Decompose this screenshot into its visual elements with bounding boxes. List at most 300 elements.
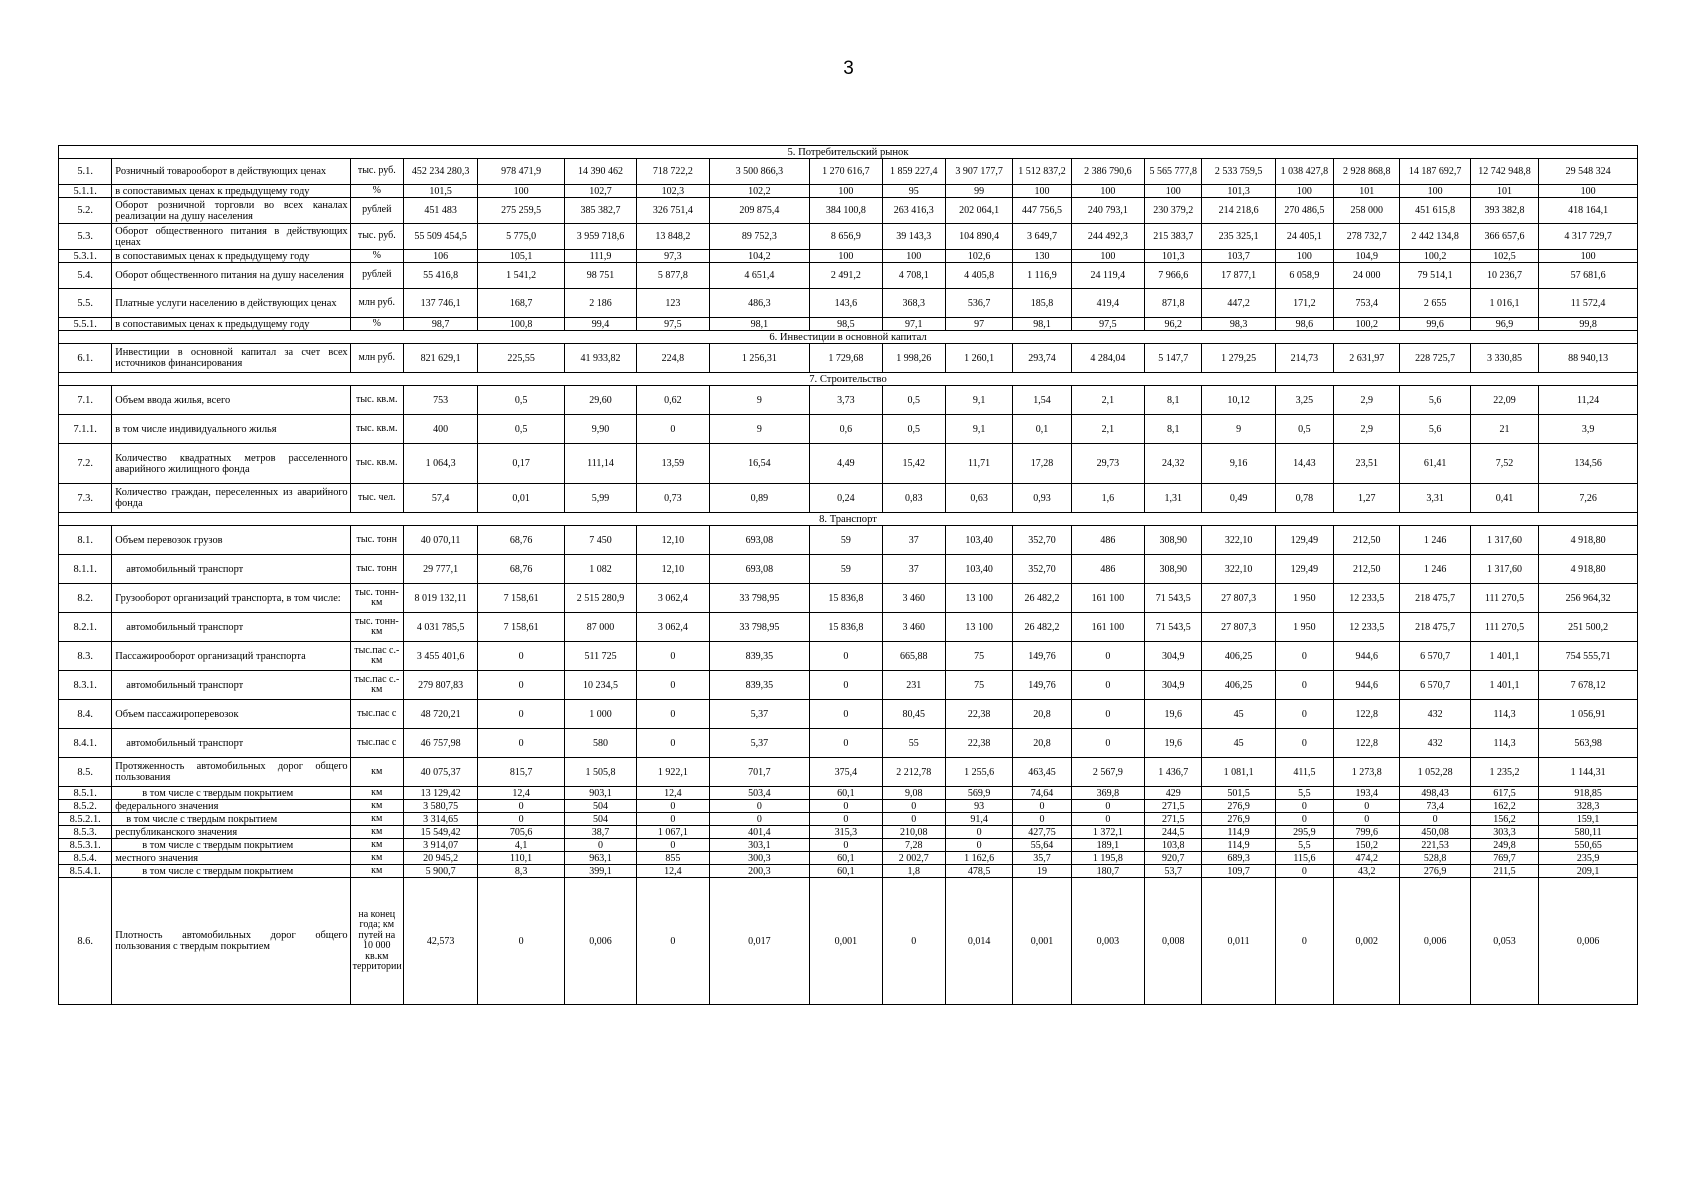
value-cell: 21 [1470, 415, 1538, 444]
row-name: автомобильный транспорт [112, 555, 350, 584]
value-cell: 0 [1275, 878, 1333, 1005]
value-cell: 918,85 [1539, 787, 1638, 800]
value-cell: 12 233,5 [1334, 613, 1400, 642]
value-cell: 0 [1334, 813, 1400, 826]
value-cell: 29 777,1 [403, 555, 477, 584]
row-unit: км [350, 865, 403, 878]
value-cell: 0 [1275, 865, 1333, 878]
value-cell: 4 405,8 [945, 263, 1012, 289]
value-cell: 235 325,1 [1202, 224, 1275, 250]
value-cell: 162,2 [1470, 800, 1538, 813]
row-unit: км [350, 839, 403, 852]
value-cell: 100 [1013, 185, 1071, 198]
value-cell: 0 [1275, 813, 1333, 826]
value-cell: 304,9 [1145, 642, 1202, 671]
value-cell: 214 218,6 [1202, 198, 1275, 224]
value-cell: 111,9 [564, 250, 636, 263]
value-cell: 0 [882, 800, 945, 813]
value-cell: 978 471,9 [478, 159, 564, 185]
value-cell: 111 270,5 [1470, 613, 1538, 642]
value-cell: 29,73 [1071, 444, 1144, 484]
value-cell: 156,2 [1470, 813, 1538, 826]
value-cell: 104,9 [1334, 250, 1400, 263]
value-cell: 0 [637, 671, 709, 700]
section-title: 5. Потребительский рынок [59, 146, 1638, 159]
value-cell: 114,3 [1470, 700, 1538, 729]
row-name: в том числе с твердым покрытием [112, 813, 350, 826]
value-cell: 13 100 [945, 584, 1012, 613]
value-cell: 20,8 [1013, 700, 1071, 729]
value-cell: 95 [882, 185, 945, 198]
value-cell: 0,93 [1013, 484, 1071, 513]
value-cell: 1 401,1 [1470, 642, 1538, 671]
value-cell: 100 [1539, 250, 1638, 263]
value-cell: 102,7 [564, 185, 636, 198]
value-cell: 2,9 [1334, 415, 1400, 444]
value-cell: 5,99 [564, 484, 636, 513]
value-cell: 550,65 [1539, 839, 1638, 852]
section-header [59, 373, 1638, 386]
value-cell: 202 064,1 [945, 198, 1012, 224]
value-cell: 19,6 [1145, 700, 1202, 729]
value-cell: 99 [945, 185, 1012, 198]
table-row [59, 555, 1638, 584]
row-unit: млн руб. [350, 344, 403, 373]
value-cell: 27 807,3 [1202, 584, 1275, 613]
value-cell: 12,10 [637, 526, 709, 555]
row-unit: км [350, 758, 403, 787]
value-cell: 35,7 [1013, 852, 1071, 865]
table-row [59, 852, 1638, 865]
value-cell: 3 907 177,7 [945, 159, 1012, 185]
value-cell: 0,017 [709, 878, 810, 1005]
row-unit: тыс. тонн-км [350, 613, 403, 642]
value-cell: 4,1 [478, 839, 564, 852]
value-cell: 504 [564, 813, 636, 826]
value-cell: 3 062,4 [637, 613, 709, 642]
value-cell: 474,2 [1334, 852, 1400, 865]
value-cell: 68,76 [478, 526, 564, 555]
value-cell: 55 [882, 729, 945, 758]
value-cell: 528,8 [1400, 852, 1470, 865]
value-cell: 0 [945, 839, 1012, 852]
value-cell: 1 144,31 [1539, 758, 1638, 787]
row-name: в сопоставимых ценах к предыдущему году [112, 318, 350, 331]
table-row [59, 865, 1638, 878]
value-cell: 101,3 [1202, 185, 1275, 198]
value-cell: 55 416,8 [403, 263, 477, 289]
value-cell: 2,1 [1071, 386, 1144, 415]
value-cell: 0 [1400, 813, 1470, 826]
value-cell: 130 [1013, 250, 1071, 263]
value-cell: 693,08 [709, 526, 810, 555]
value-cell: 0 [810, 813, 882, 826]
value-cell: 29,60 [564, 386, 636, 415]
value-cell: 0,41 [1470, 484, 1538, 513]
row-unit: тыс.пас с [350, 700, 403, 729]
value-cell: 161 100 [1071, 584, 1144, 613]
value-cell: 37 [882, 526, 945, 555]
value-cell: 39 143,3 [882, 224, 945, 250]
value-cell: 753 [403, 386, 477, 415]
row-code: 6.1. [59, 344, 112, 373]
value-cell: 79 514,1 [1400, 263, 1470, 289]
value-cell: 1 067,1 [637, 826, 709, 839]
value-cell: 97 [945, 318, 1012, 331]
value-cell: 2 442 134,8 [1400, 224, 1470, 250]
value-cell: 393 382,8 [1470, 198, 1538, 224]
value-cell: 718 722,2 [637, 159, 709, 185]
value-cell: 0,5 [1275, 415, 1333, 444]
row-code: 5.2. [59, 198, 112, 224]
value-cell: 102,3 [637, 185, 709, 198]
value-cell: 0 [882, 813, 945, 826]
value-cell: 100 [882, 250, 945, 263]
value-cell: 0 [1013, 800, 1071, 813]
value-cell: 29 548 324 [1539, 159, 1638, 185]
value-cell: 0 [709, 813, 810, 826]
value-cell: 7,52 [1470, 444, 1538, 484]
value-cell: 0,5 [882, 415, 945, 444]
value-cell: 0 [945, 826, 1012, 839]
row-unit: млн руб. [350, 289, 403, 318]
value-cell: 104,2 [709, 250, 810, 263]
value-cell: 12 742 948,8 [1470, 159, 1538, 185]
value-cell: 13 129,42 [403, 787, 477, 800]
value-cell: 3 649,7 [1013, 224, 1071, 250]
row-code: 7.1. [59, 386, 112, 415]
value-cell: 168,7 [478, 289, 564, 318]
value-cell: 159,1 [1539, 813, 1638, 826]
row-name: Протяженность автомобильных дорог общего пользования [112, 758, 350, 787]
value-cell: 106 [403, 250, 477, 263]
value-cell: 209 875,4 [709, 198, 810, 224]
value-cell: 53,7 [1145, 865, 1202, 878]
value-cell: 400 [403, 415, 477, 444]
section-title: 8. Транспорт [59, 513, 1638, 526]
value-cell: 103,8 [1145, 839, 1202, 852]
table-row [59, 787, 1638, 800]
value-cell: 0,001 [810, 878, 882, 1005]
row-unit: тыс. тонн-км [350, 584, 403, 613]
value-cell: 2 386 790,6 [1071, 159, 1144, 185]
value-cell: 16,54 [709, 444, 810, 484]
value-cell: 8 656,9 [810, 224, 882, 250]
value-cell: 1 270 616,7 [810, 159, 882, 185]
value-cell: 3 460 [882, 613, 945, 642]
value-cell: 17 877,1 [1202, 263, 1275, 289]
value-cell: 180,7 [1071, 865, 1144, 878]
value-cell: 101,5 [403, 185, 477, 198]
value-cell: 185,8 [1013, 289, 1071, 318]
value-cell: 111,14 [564, 444, 636, 484]
value-cell: 7 678,12 [1539, 671, 1638, 700]
row-code: 8.2. [59, 584, 112, 613]
table-row [59, 700, 1638, 729]
table-row [59, 198, 1638, 224]
value-cell: 9,08 [882, 787, 945, 800]
value-cell: 451 615,8 [1400, 198, 1470, 224]
value-cell: 0 [637, 878, 709, 1005]
value-cell: 5,5 [1275, 839, 1333, 852]
value-cell: 1 052,28 [1400, 758, 1470, 787]
value-cell: 97,5 [1071, 318, 1144, 331]
value-cell: 17,28 [1013, 444, 1071, 484]
value-cell: 209,1 [1539, 865, 1638, 878]
row-unit: тыс.пас с.-км [350, 671, 403, 700]
value-cell: 411,5 [1275, 758, 1333, 787]
value-cell: 855 [637, 852, 709, 865]
value-cell: 2,1 [1071, 415, 1144, 444]
value-cell: 1 056,91 [1539, 700, 1638, 729]
value-cell: 57 681,6 [1539, 263, 1638, 289]
value-cell: 5 900,7 [403, 865, 477, 878]
row-name: Объем перевозок грузов [112, 526, 350, 555]
value-cell: 218 475,7 [1400, 613, 1470, 642]
value-cell: 100 [1275, 250, 1333, 263]
value-cell: 73,4 [1400, 800, 1470, 813]
value-cell: 0 [637, 813, 709, 826]
value-cell: 22,38 [945, 700, 1012, 729]
value-cell: 501,5 [1202, 787, 1275, 800]
row-name: Оборот розничной торговли во всех каналах реализации на душу населения [112, 198, 350, 224]
row-code: 8.3. [59, 642, 112, 671]
row-code: 8.6. [59, 878, 112, 1005]
value-cell: 99,8 [1539, 318, 1638, 331]
value-cell: 24,32 [1145, 444, 1202, 484]
section-title: 7. Строительство [59, 373, 1638, 386]
section-header [59, 146, 1638, 159]
value-cell: 101 [1334, 185, 1400, 198]
value-cell: 102,2 [709, 185, 810, 198]
row-name: Оборот общественного питания на душу населения [112, 263, 350, 289]
value-cell: 821 629,1 [403, 344, 477, 373]
value-cell: 2 567,9 [1071, 758, 1144, 787]
value-cell: 171,2 [1275, 289, 1333, 318]
value-cell: 4 918,80 [1539, 526, 1638, 555]
value-cell: 3,9 [1539, 415, 1638, 444]
value-cell: 384 100,8 [810, 198, 882, 224]
value-cell: 189,1 [1071, 839, 1144, 852]
value-cell: 40 070,11 [403, 526, 477, 555]
value-cell: 2 186 [564, 289, 636, 318]
section-title: 6. Инвестиции в основной капитал [59, 331, 1638, 344]
value-cell: 228 725,7 [1400, 344, 1470, 373]
row-name: в том числе с твердым покрытием [112, 839, 350, 852]
value-cell: 74,64 [1013, 787, 1071, 800]
value-cell: 2 655 [1400, 289, 1470, 318]
row-name: автомобильный транспорт [112, 671, 350, 700]
value-cell: 0,006 [1539, 878, 1638, 1005]
value-cell: 0,62 [637, 386, 709, 415]
row-name: Инвестиции в основной капитал за счет всех источников финансирования [112, 344, 350, 373]
row-unit: тыс. тонн [350, 526, 403, 555]
value-cell: 149,76 [1013, 642, 1071, 671]
value-cell: 115,6 [1275, 852, 1333, 865]
value-cell: 0 [810, 700, 882, 729]
value-cell: 1 162,6 [945, 852, 1012, 865]
value-cell: 0 [478, 729, 564, 758]
value-cell: 0 [810, 800, 882, 813]
value-cell: 96,9 [1470, 318, 1538, 331]
value-cell: 11 572,4 [1539, 289, 1638, 318]
value-cell: 0 [810, 671, 882, 700]
value-cell: 0,24 [810, 484, 882, 513]
value-cell: 9 [709, 386, 810, 415]
value-cell: 55 509 454,5 [403, 224, 477, 250]
value-cell: 19,6 [1145, 729, 1202, 758]
value-cell: 1,8 [882, 865, 945, 878]
value-cell: 1 922,1 [637, 758, 709, 787]
value-cell: 769,7 [1470, 852, 1538, 865]
value-cell: 4 284,04 [1071, 344, 1144, 373]
value-cell: 9,1 [945, 415, 1012, 444]
value-cell: 97,5 [637, 318, 709, 331]
value-cell: 100 [478, 185, 564, 198]
value-cell: 87 000 [564, 613, 636, 642]
value-cell: 26 482,2 [1013, 613, 1071, 642]
row-code: 8.1. [59, 526, 112, 555]
value-cell: 225,55 [478, 344, 564, 373]
value-cell: 13 100 [945, 613, 1012, 642]
value-cell: 815,7 [478, 758, 564, 787]
value-cell: 0 [637, 729, 709, 758]
value-cell: 15 836,8 [810, 584, 882, 613]
value-cell: 263 416,3 [882, 198, 945, 224]
value-cell: 231 [882, 671, 945, 700]
row-code: 5.4. [59, 263, 112, 289]
value-cell: 0 [709, 800, 810, 813]
value-cell: 1,6 [1071, 484, 1144, 513]
value-cell: 22,09 [1470, 386, 1538, 415]
value-cell: 0 [1275, 800, 1333, 813]
row-code: 5.5.1. [59, 318, 112, 331]
value-cell: 326 751,4 [637, 198, 709, 224]
value-cell: 102,6 [945, 250, 1012, 263]
value-cell: 504 [564, 800, 636, 813]
value-cell: 536,7 [945, 289, 1012, 318]
value-cell: 352,70 [1013, 526, 1071, 555]
row-name: в том числе с твердым покрытием [112, 787, 350, 800]
value-cell: 71 543,5 [1145, 613, 1202, 642]
value-cell: 1 038 427,8 [1275, 159, 1333, 185]
table-row [59, 729, 1638, 758]
value-cell: 1 372,1 [1071, 826, 1144, 839]
value-cell: 0 [1071, 671, 1144, 700]
value-cell: 214,73 [1275, 344, 1333, 373]
value-cell: 114,9 [1202, 839, 1275, 852]
value-cell: 839,35 [709, 642, 810, 671]
value-cell: 211,5 [1470, 865, 1538, 878]
value-cell: 210,08 [882, 826, 945, 839]
value-cell: 1 116,9 [1013, 263, 1071, 289]
value-cell: 275 259,5 [478, 198, 564, 224]
value-cell: 1,54 [1013, 386, 1071, 415]
value-cell: 705,6 [478, 826, 564, 839]
value-cell: 432 [1400, 700, 1470, 729]
value-cell: 244 492,3 [1071, 224, 1144, 250]
value-cell: 1 541,2 [478, 263, 564, 289]
row-name: Объем ввода жилья, всего [112, 386, 350, 415]
value-cell: 0 [1334, 800, 1400, 813]
value-cell: 123 [637, 289, 709, 318]
value-cell: 799,6 [1334, 826, 1400, 839]
value-cell: 193,4 [1334, 787, 1400, 800]
table-row [59, 758, 1638, 787]
value-cell: 88 940,13 [1539, 344, 1638, 373]
table-row [59, 318, 1638, 331]
value-cell: 100,2 [1334, 318, 1400, 331]
value-cell: 5,37 [709, 700, 810, 729]
value-cell: 103,40 [945, 526, 1012, 555]
value-cell: 0 [478, 671, 564, 700]
table-row [59, 344, 1638, 373]
row-code: 8.4. [59, 700, 112, 729]
row-code: 5.5. [59, 289, 112, 318]
value-cell: 276,9 [1202, 800, 1275, 813]
row-code: 8.5.4. [59, 852, 112, 865]
value-cell: 75 [945, 671, 1012, 700]
value-cell: 0 [1071, 800, 1144, 813]
row-name: Количество квадратных метров расселенного аварийного жилищного фонда [112, 444, 350, 484]
page-number: 3 [843, 58, 854, 79]
value-cell: 7 158,61 [478, 613, 564, 642]
value-cell: 98,5 [810, 318, 882, 331]
value-cell: 0 [478, 813, 564, 826]
row-code: 8.5.3. [59, 826, 112, 839]
value-cell: 2 212,78 [882, 758, 945, 787]
value-cell: 103,7 [1202, 250, 1275, 263]
value-cell: 249,8 [1470, 839, 1538, 852]
value-cell: 46 757,98 [403, 729, 477, 758]
value-cell: 33 798,95 [709, 613, 810, 642]
value-cell: 7 966,6 [1145, 263, 1202, 289]
value-cell: 0 [637, 642, 709, 671]
value-cell: 57,4 [403, 484, 477, 513]
value-cell: 463,45 [1013, 758, 1071, 787]
value-cell: 503,4 [709, 787, 810, 800]
value-cell: 295,9 [1275, 826, 1333, 839]
value-cell: 10,12 [1202, 386, 1275, 415]
value-cell: 5,6 [1400, 386, 1470, 415]
value-cell: 93 [945, 800, 1012, 813]
value-cell: 240 793,1 [1071, 198, 1144, 224]
value-cell: 0,78 [1275, 484, 1333, 513]
value-cell: 304,9 [1145, 671, 1202, 700]
value-cell: 1 436,7 [1145, 758, 1202, 787]
value-cell: 1 064,3 [403, 444, 477, 484]
value-cell: 60,1 [810, 865, 882, 878]
value-cell: 9,90 [564, 415, 636, 444]
value-cell: 1 950 [1275, 584, 1333, 613]
value-cell: 104 890,4 [945, 224, 1012, 250]
value-cell: 0,008 [1145, 878, 1202, 1005]
row-unit: % [350, 185, 403, 198]
value-cell: 26 482,2 [1013, 584, 1071, 613]
value-cell: 308,90 [1145, 555, 1202, 584]
value-cell: 10 236,7 [1470, 263, 1538, 289]
row-code: 8.2.1. [59, 613, 112, 642]
value-cell: 1 505,8 [564, 758, 636, 787]
value-cell: 1 512 837,2 [1013, 159, 1071, 185]
value-cell: 0,49 [1202, 484, 1275, 513]
value-cell: 19 [1013, 865, 1071, 878]
value-cell: 1 246 [1400, 555, 1470, 584]
value-cell: 903,1 [564, 787, 636, 800]
row-code: 5.1.1. [59, 185, 112, 198]
value-cell: 418 164,1 [1539, 198, 1638, 224]
value-cell: 103,40 [945, 555, 1012, 584]
